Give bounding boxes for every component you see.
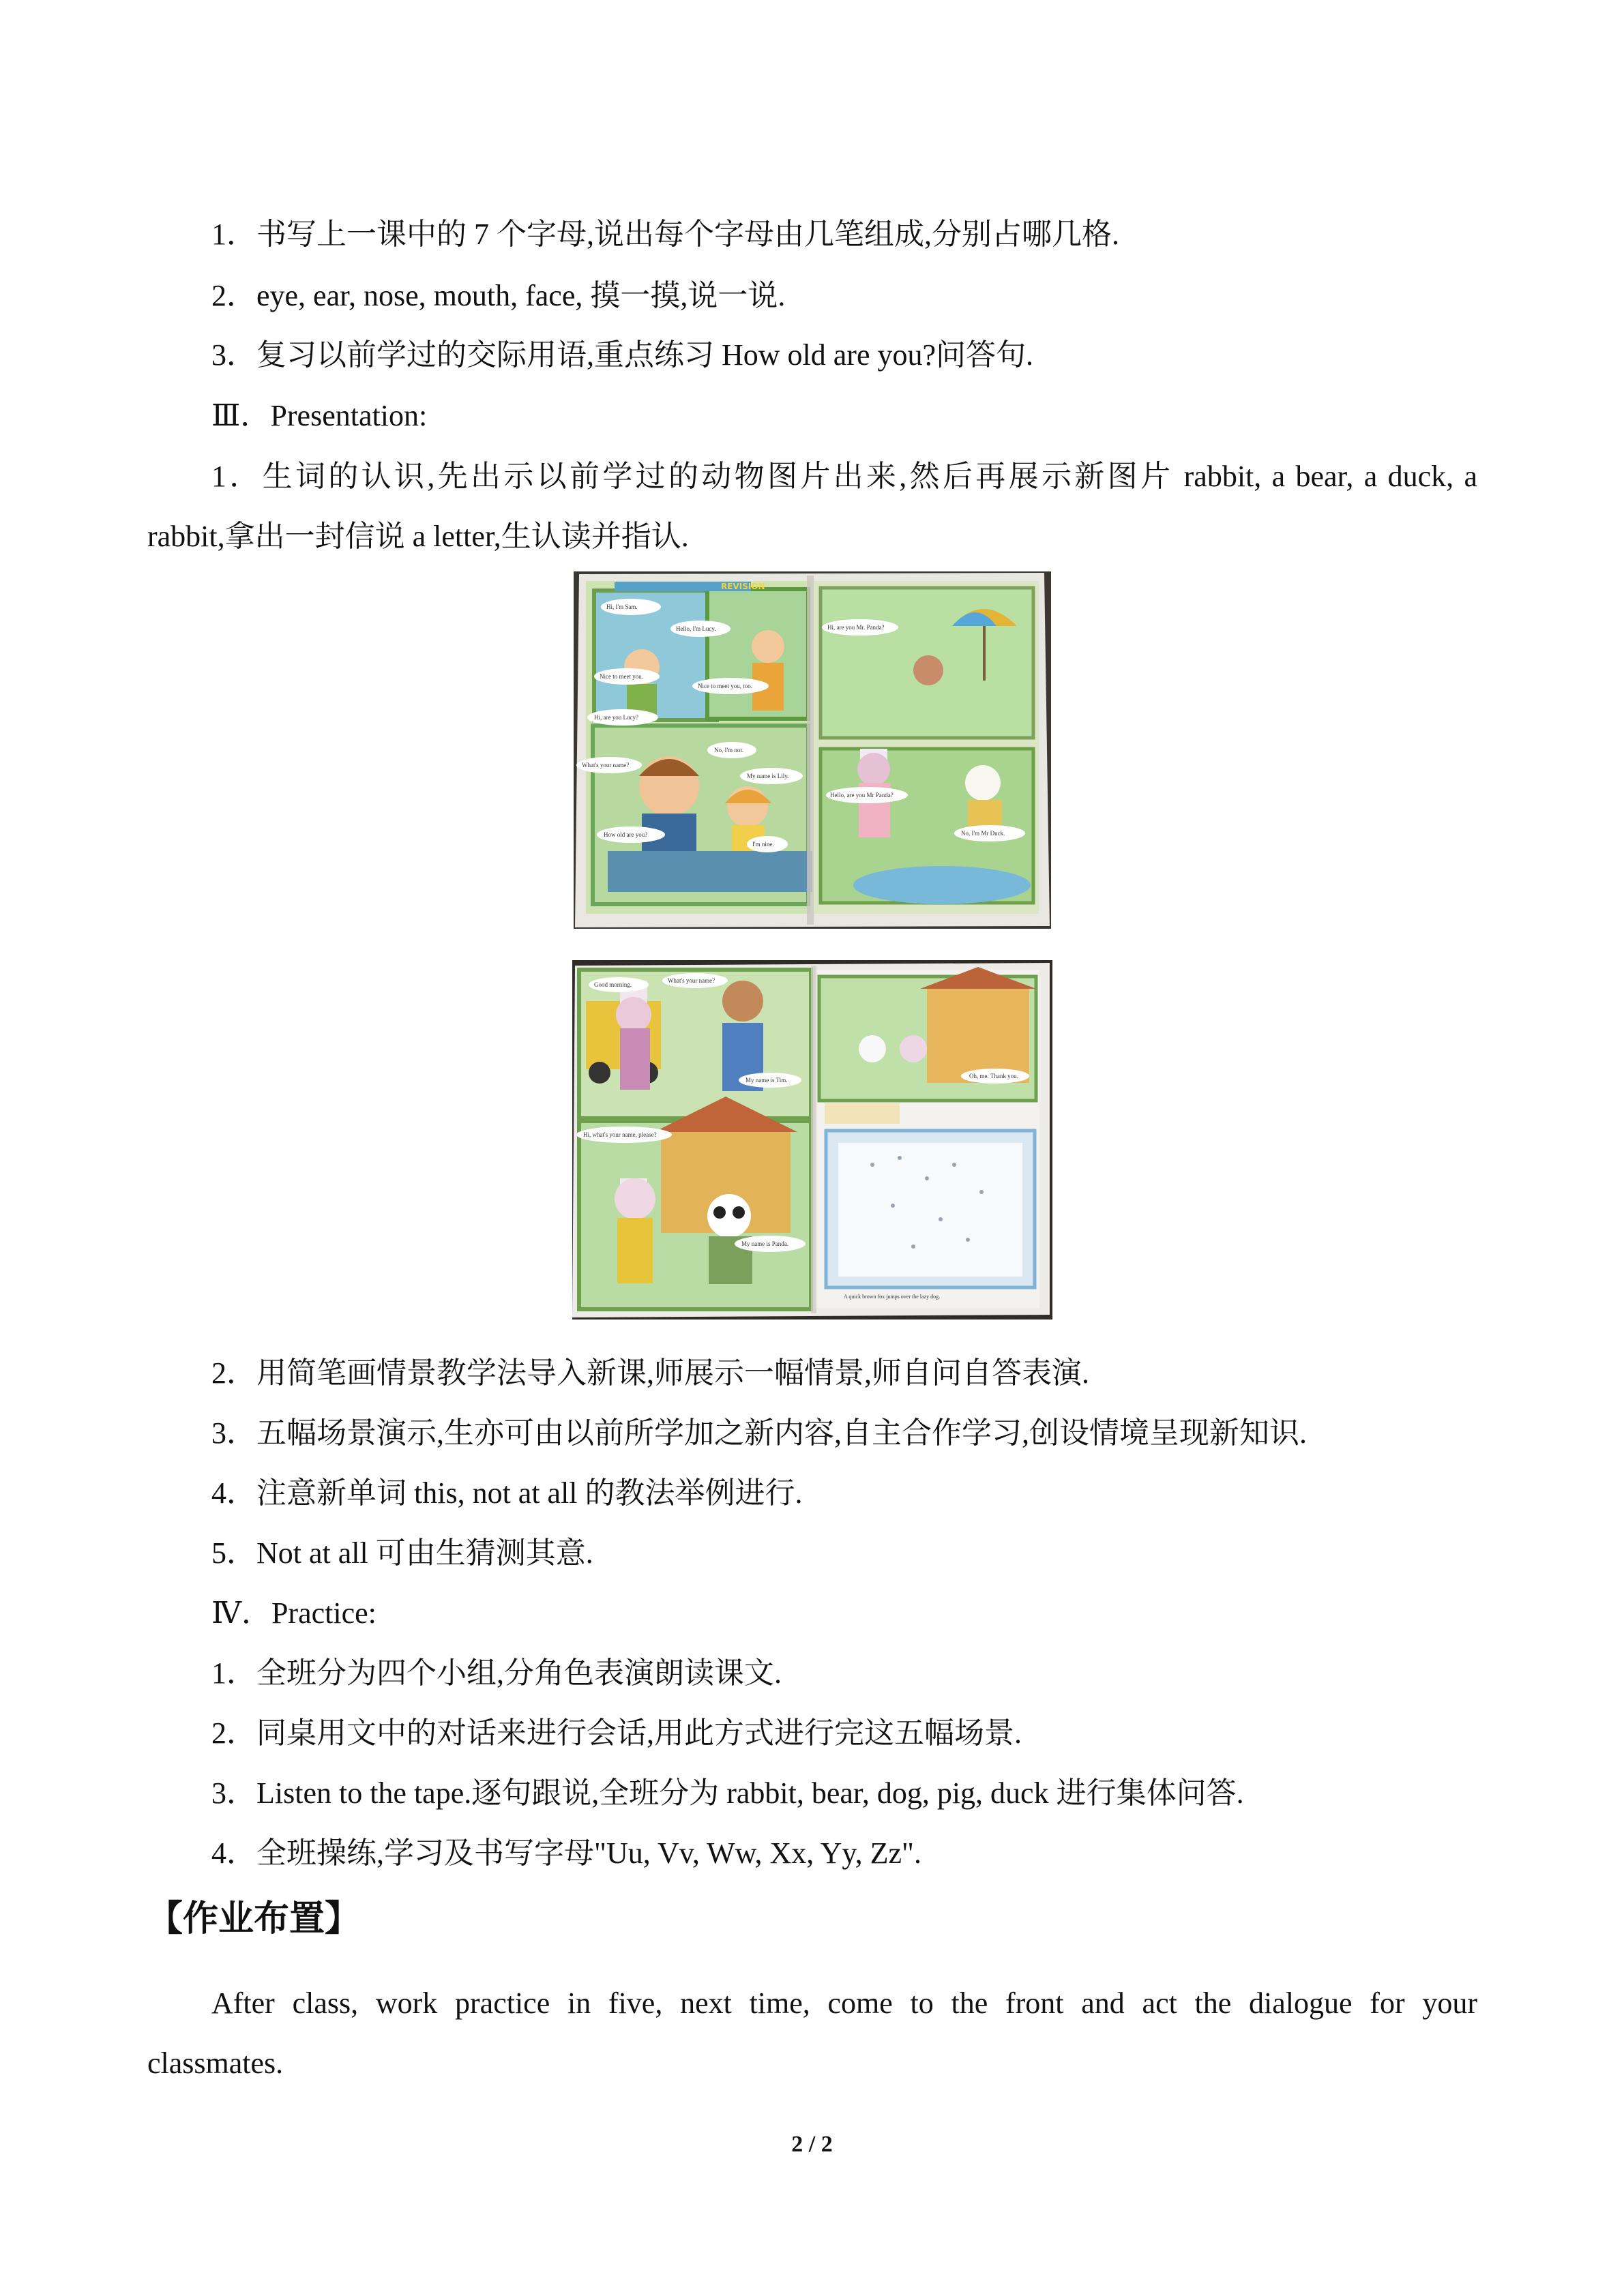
textbook-photo-1-graphic xyxy=(574,571,1051,929)
bubble-4: Hi, what's your name, please? xyxy=(583,1131,657,1138)
textbook-photo-2-graphic xyxy=(572,960,1052,1320)
textbook-photo-2 xyxy=(572,960,1052,1320)
bubble-2: Hello, I'm Lucy. xyxy=(676,625,716,632)
paragraph-3: 3．复习以前学过的交际用语,重点练习 How old are you?问答句. xyxy=(211,338,1034,372)
bubble-2: What's your name? xyxy=(668,977,715,984)
paragraph-2: 2．eye, ear, nose, mouth, face, 摸一摸,说一说. xyxy=(211,279,786,312)
bubble-1: Hi, I'm Sam. xyxy=(606,603,638,610)
bubble-5: My name is Panda. xyxy=(741,1240,788,1247)
bubble-6: Oh, me. Thank you. xyxy=(969,1073,1018,1079)
revision-header: REVISION xyxy=(721,582,765,591)
paragraph-13: 3．Listen to the tape.逐句跟说,全班分为 rabbit, bear, dog, pig, duck 进行集体问答. xyxy=(211,1776,1244,1810)
pangram-caption: A quick brown fox jumps over the lazy dog. xyxy=(844,1294,941,1300)
section-heading-presentation: Ⅲ．Presentation: xyxy=(211,399,428,432)
bubble-3: My name is Tim. xyxy=(745,1077,788,1084)
homework-heading: 【作业布置】 xyxy=(147,1898,361,1939)
bubble-1: Good morning. xyxy=(594,981,632,988)
bubble-5: Hi, are you Lucy? xyxy=(594,714,638,721)
bubble-9: How old are you? xyxy=(604,831,648,838)
paragraph-12: 2．同桌用文中的对话来进行会话,用此方式进行完这五幅场景. xyxy=(211,1716,1022,1750)
textbook-photo-1 xyxy=(574,571,1051,929)
bubble-13: No, I'm Mr Duck. xyxy=(961,830,1005,837)
paragraph-6: 2．用简笔画情景教学法导入新课,师展示一幅情景,师自问自答表演. xyxy=(211,1356,1089,1390)
paragraph-11: 1．全班分为四个小组,分角色表演朗读课文. xyxy=(211,1656,782,1690)
bubble-8: My name is Lily. xyxy=(747,773,789,779)
bubble-12: Hello, are you Mr Panda? xyxy=(830,792,894,799)
paragraph-5-line-2: rabbit,拿出一封信说 a letter,生认读并指认. xyxy=(147,520,689,553)
section-heading-practice: Ⅳ．Practice: xyxy=(211,1596,377,1630)
bubble-3: Nice to meet you. xyxy=(600,673,643,680)
paragraph-1: 1．书写上一课中的 7 个字母,说出每个字母由几笔组成,分别占哪几格. xyxy=(211,218,1119,251)
page-number: 2 / 2 xyxy=(791,2132,833,2157)
paragraph-7: 3．五幅场景演示,生亦可由以前所学加之新内容,自主合作学习,创设情境呈现新知识. xyxy=(211,1416,1307,1450)
paragraph-14: 4．全班操练,学习及书写字母"Uu, Vv, Ww, Xx, Yy, Zz". xyxy=(211,1836,921,1870)
bubble-7: What's your name? xyxy=(582,762,630,769)
paragraph-5-line-1: 1．生词的认识,先出示以前学过的动物图片出来,然后再展示新图片 rabbit, a bear, a duck, a xyxy=(211,460,1477,493)
bubble-11: Hi, are you Mr. Panda? xyxy=(827,624,885,631)
homework-line-1: After class, work practice in five, next time, come to the front and act the dialogue for your xyxy=(211,1986,1477,2020)
bubble-10: I'm nine. xyxy=(752,841,774,848)
paragraph-9: 5．Not at all 可由生猜测其意. xyxy=(211,1536,593,1570)
paragraph-8: 4．注意新单词 this, not at all 的教法举例进行. xyxy=(211,1476,803,1510)
bubble-6: No, I'm not. xyxy=(714,747,744,754)
bubble-4: Nice to meet you, too. xyxy=(698,683,752,689)
homework-line-2: classmates. xyxy=(147,2046,284,2080)
